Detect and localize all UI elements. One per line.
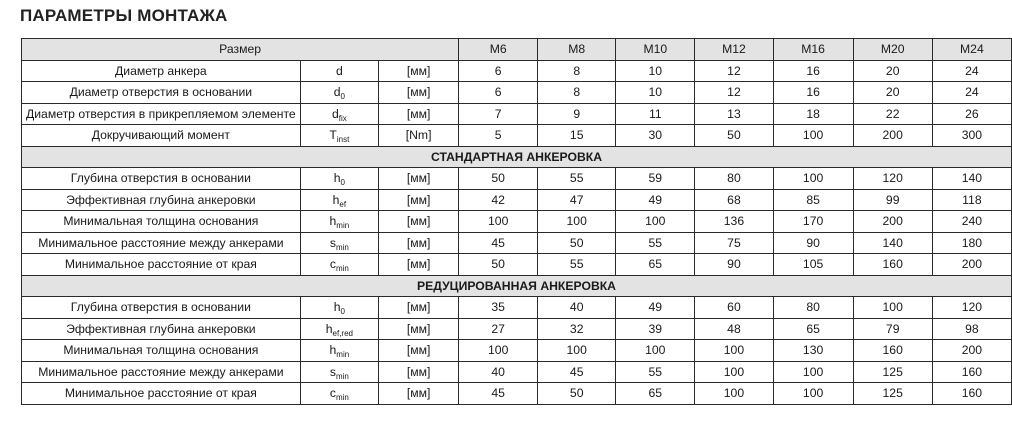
table-row — [22, 125, 1012, 147]
value-cell: 240 — [932, 211, 1011, 233]
row-symbol-subscript: 0 — [340, 307, 345, 317]
section-title: РЕДУЦИРОВАННАЯ АНКЕРОВКА — [22, 275, 1012, 297]
value-cell: 130 — [773, 340, 853, 362]
table-body — [22, 39, 1012, 405]
value-cell: 160 — [932, 361, 1011, 383]
value-cell: 100 — [695, 383, 773, 405]
row-unit: [мм] — [379, 168, 459, 190]
value-cell: 68 — [695, 189, 773, 211]
section-header-row — [22, 275, 1012, 297]
header-row — [22, 39, 1012, 61]
value-cell: 24 — [932, 60, 1011, 82]
value-cell: 10 — [616, 60, 695, 82]
value-cell: 50 — [459, 254, 538, 276]
row-unit: [мм] — [379, 82, 459, 104]
value-cell: 27 — [459, 318, 538, 340]
value-cell: 42 — [459, 189, 538, 211]
value-cell: 160 — [932, 383, 1011, 405]
value-cell: 100 — [616, 340, 695, 362]
row-symbol: $h_{ef}$ — [300, 189, 378, 211]
value-cell: 50 — [695, 125, 773, 147]
value-cell: 100 — [773, 168, 853, 190]
row-unit: [мм] — [379, 211, 459, 233]
table-row — [22, 82, 1012, 104]
size-header-cell: M6 — [459, 39, 538, 61]
row-symbol: $h_{min}$ — [300, 211, 378, 233]
size-header-cell: M20 — [853, 39, 932, 61]
value-cell: 200 — [932, 340, 1011, 362]
value-cell: 65 — [773, 318, 853, 340]
row-unit: [Nm] — [379, 125, 459, 147]
value-cell: 26 — [932, 103, 1011, 125]
value-cell: 39 — [616, 318, 695, 340]
table-row — [22, 189, 1012, 211]
size-header-cell: M10 — [616, 39, 695, 61]
value-cell: 20 — [853, 82, 932, 104]
value-cell: 55 — [616, 232, 695, 254]
value-cell: 5 — [459, 125, 538, 147]
row-label: Минимальное расстояние между анкерами — [22, 232, 301, 254]
row-symbol: $d_{fix}$ — [300, 103, 378, 125]
value-cell: 85 — [773, 189, 853, 211]
value-cell: 100 — [773, 361, 853, 383]
section-title: СТАНДАРТНАЯ АНКЕРОВКА — [22, 146, 1012, 168]
value-cell: 12 — [695, 82, 773, 104]
value-cell: 100 — [695, 361, 773, 383]
row-symbol: $T_{inst}$ — [300, 125, 378, 147]
value-cell: 80 — [773, 297, 853, 319]
value-cell: 140 — [853, 232, 932, 254]
value-cell: 160 — [853, 340, 932, 362]
value-cell: 55 — [538, 254, 616, 276]
row-symbol-subscript: min — [336, 350, 350, 360]
value-cell: 16 — [773, 60, 853, 82]
row-label: Глубина отверстия в основании — [22, 168, 301, 190]
value-cell: 9 — [538, 103, 616, 125]
value-cell: 120 — [932, 297, 1011, 319]
table-row — [22, 318, 1012, 340]
value-cell: 8 — [538, 82, 616, 104]
row-unit: [мм] — [379, 340, 459, 362]
value-cell: 136 — [695, 211, 773, 233]
row-label: Диаметр анкера — [22, 60, 301, 82]
value-cell: 59 — [616, 168, 695, 190]
value-cell: 45 — [538, 361, 616, 383]
row-unit: [мм] — [379, 297, 459, 319]
value-cell: 45 — [459, 232, 538, 254]
value-cell: 15 — [538, 125, 616, 147]
row-symbol: $h_{ef,red}$ — [300, 318, 378, 340]
value-cell: 50 — [459, 168, 538, 190]
row-symbol-subscript: inst — [336, 135, 350, 145]
value-cell: 180 — [932, 232, 1011, 254]
value-cell: 120 — [853, 168, 932, 190]
section-header-row — [22, 146, 1012, 168]
table-row — [22, 297, 1012, 319]
value-cell: 60 — [695, 297, 773, 319]
value-cell: 100 — [538, 211, 616, 233]
value-cell: 45 — [459, 383, 538, 405]
value-cell: 100 — [459, 211, 538, 233]
row-label: Минимальная толщина основания — [22, 340, 301, 362]
size-header-cell: M8 — [538, 39, 616, 61]
value-cell: 100 — [538, 340, 616, 362]
row-symbol-subscript: 0 — [340, 92, 345, 102]
value-cell: 65 — [616, 254, 695, 276]
value-cell: 65 — [616, 383, 695, 405]
row-unit: [мм] — [379, 318, 459, 340]
row-symbol: $h_{min}$ — [300, 340, 378, 362]
row-label: Глубина отверстия в основании — [22, 297, 301, 319]
value-cell: 100 — [695, 340, 773, 362]
value-cell: 11 — [616, 103, 695, 125]
value-cell: 7 — [459, 103, 538, 125]
row-label: Докручивающий момент — [22, 125, 301, 147]
table-row — [22, 103, 1012, 125]
value-cell: 50 — [538, 383, 616, 405]
value-cell: 48 — [695, 318, 773, 340]
page-title: ПАРАМЕТРЫ МОНТАЖА — [20, 6, 228, 25]
value-cell: 200 — [853, 211, 932, 233]
row-symbol-subscript: min — [336, 221, 350, 231]
value-cell: 80 — [695, 168, 773, 190]
size-header-cell: M12 — [695, 39, 773, 61]
value-cell: 8 — [538, 60, 616, 82]
value-cell: 100 — [853, 297, 932, 319]
row-unit: [мм] — [379, 232, 459, 254]
table-row — [22, 383, 1012, 405]
value-cell: 24 — [932, 82, 1011, 104]
value-cell: 300 — [932, 125, 1011, 147]
value-cell: 99 — [853, 189, 932, 211]
row-symbol: $s_{min}$ — [300, 361, 378, 383]
row-symbol: d — [300, 60, 378, 82]
value-cell: 22 — [853, 103, 932, 125]
row-symbol: $h_0$ — [300, 297, 378, 319]
value-cell: 90 — [773, 232, 853, 254]
value-cell: 12 — [695, 60, 773, 82]
row-label: Эффективная глубина анкеровки — [22, 318, 301, 340]
table-row — [22, 340, 1012, 362]
table-row — [22, 60, 1012, 82]
value-cell: 100 — [616, 211, 695, 233]
value-cell: 100 — [773, 383, 853, 405]
size-header-cell: M16 — [773, 39, 853, 61]
row-unit: [мм] — [379, 60, 459, 82]
row-symbol: $c_{min}$ — [300, 254, 378, 276]
value-cell: 100 — [459, 340, 538, 362]
row-unit: [мм] — [379, 254, 459, 276]
row-symbol-subscript: min — [335, 242, 349, 252]
value-cell: 75 — [695, 232, 773, 254]
value-cell: 30 — [616, 125, 695, 147]
row-symbol: $s_{min}$ — [300, 232, 378, 254]
value-cell: 140 — [932, 168, 1011, 190]
row-label: Минимальное расстояние от края — [22, 383, 301, 405]
row-label: Минимальное расстояние между анкерами — [22, 361, 301, 383]
value-cell: 13 — [695, 103, 773, 125]
row-symbol: $c_{min}$ — [300, 383, 378, 405]
value-cell: 6 — [459, 60, 538, 82]
value-cell: 49 — [616, 297, 695, 319]
table-row — [22, 254, 1012, 276]
table-row — [22, 361, 1012, 383]
row-unit: [мм] — [379, 189, 459, 211]
value-cell: 20 — [853, 60, 932, 82]
row-label: Диаметр отверстия в прикрепляемом элементе — [22, 103, 301, 125]
parameters-table — [21, 38, 1012, 405]
value-cell: 55 — [616, 361, 695, 383]
row-symbol: $d_0$ — [300, 82, 378, 104]
value-cell: 35 — [459, 297, 538, 319]
value-cell: 40 — [459, 361, 538, 383]
value-cell: 49 — [616, 189, 695, 211]
value-cell: 100 — [773, 125, 853, 147]
table-row — [22, 211, 1012, 233]
row-label: Диаметр отверстия в основании — [22, 82, 301, 104]
value-cell: 6 — [459, 82, 538, 104]
table-row — [22, 232, 1012, 254]
value-cell: 200 — [853, 125, 932, 147]
value-cell: 47 — [538, 189, 616, 211]
value-cell: 90 — [695, 254, 773, 276]
table-row — [22, 168, 1012, 190]
row-symbol-subscript: fix — [338, 113, 347, 123]
value-cell: 10 — [616, 82, 695, 104]
value-cell: 125 — [853, 361, 932, 383]
row-symbol-subscript: 0 — [340, 178, 345, 188]
row-symbol-subscript: min — [335, 393, 349, 403]
row-unit: [мм] — [379, 361, 459, 383]
row-label: Эффективная глубина анкеровки — [22, 189, 301, 211]
value-cell: 40 — [538, 297, 616, 319]
row-unit: [мм] — [379, 383, 459, 405]
size-header-cell: M24 — [932, 39, 1011, 61]
row-symbol-subscript: min — [335, 264, 349, 274]
row-unit: [мм] — [379, 103, 459, 125]
value-cell: 79 — [853, 318, 932, 340]
row-symbol-subscript: ef — [339, 199, 347, 209]
value-cell: 160 — [853, 254, 932, 276]
value-cell: 118 — [932, 189, 1011, 211]
value-cell: 16 — [773, 82, 853, 104]
value-cell: 18 — [773, 103, 853, 125]
value-cell: 50 — [538, 232, 616, 254]
value-cell: 105 — [773, 254, 853, 276]
row-symbol: $h_0$ — [300, 168, 378, 190]
row-label: Минимальная толщина основания — [22, 211, 301, 233]
value-cell: 55 — [538, 168, 616, 190]
row-symbol-subscript: ef,red — [332, 328, 353, 338]
value-cell: 32 — [538, 318, 616, 340]
row-label: Минимальное расстояние от края — [22, 254, 301, 276]
row-symbol-subscript: min — [335, 371, 349, 381]
value-cell: 98 — [932, 318, 1011, 340]
value-cell: 125 — [853, 383, 932, 405]
size-header-label: Размер — [22, 39, 459, 61]
value-cell: 170 — [773, 211, 853, 233]
value-cell: 200 — [932, 254, 1011, 276]
